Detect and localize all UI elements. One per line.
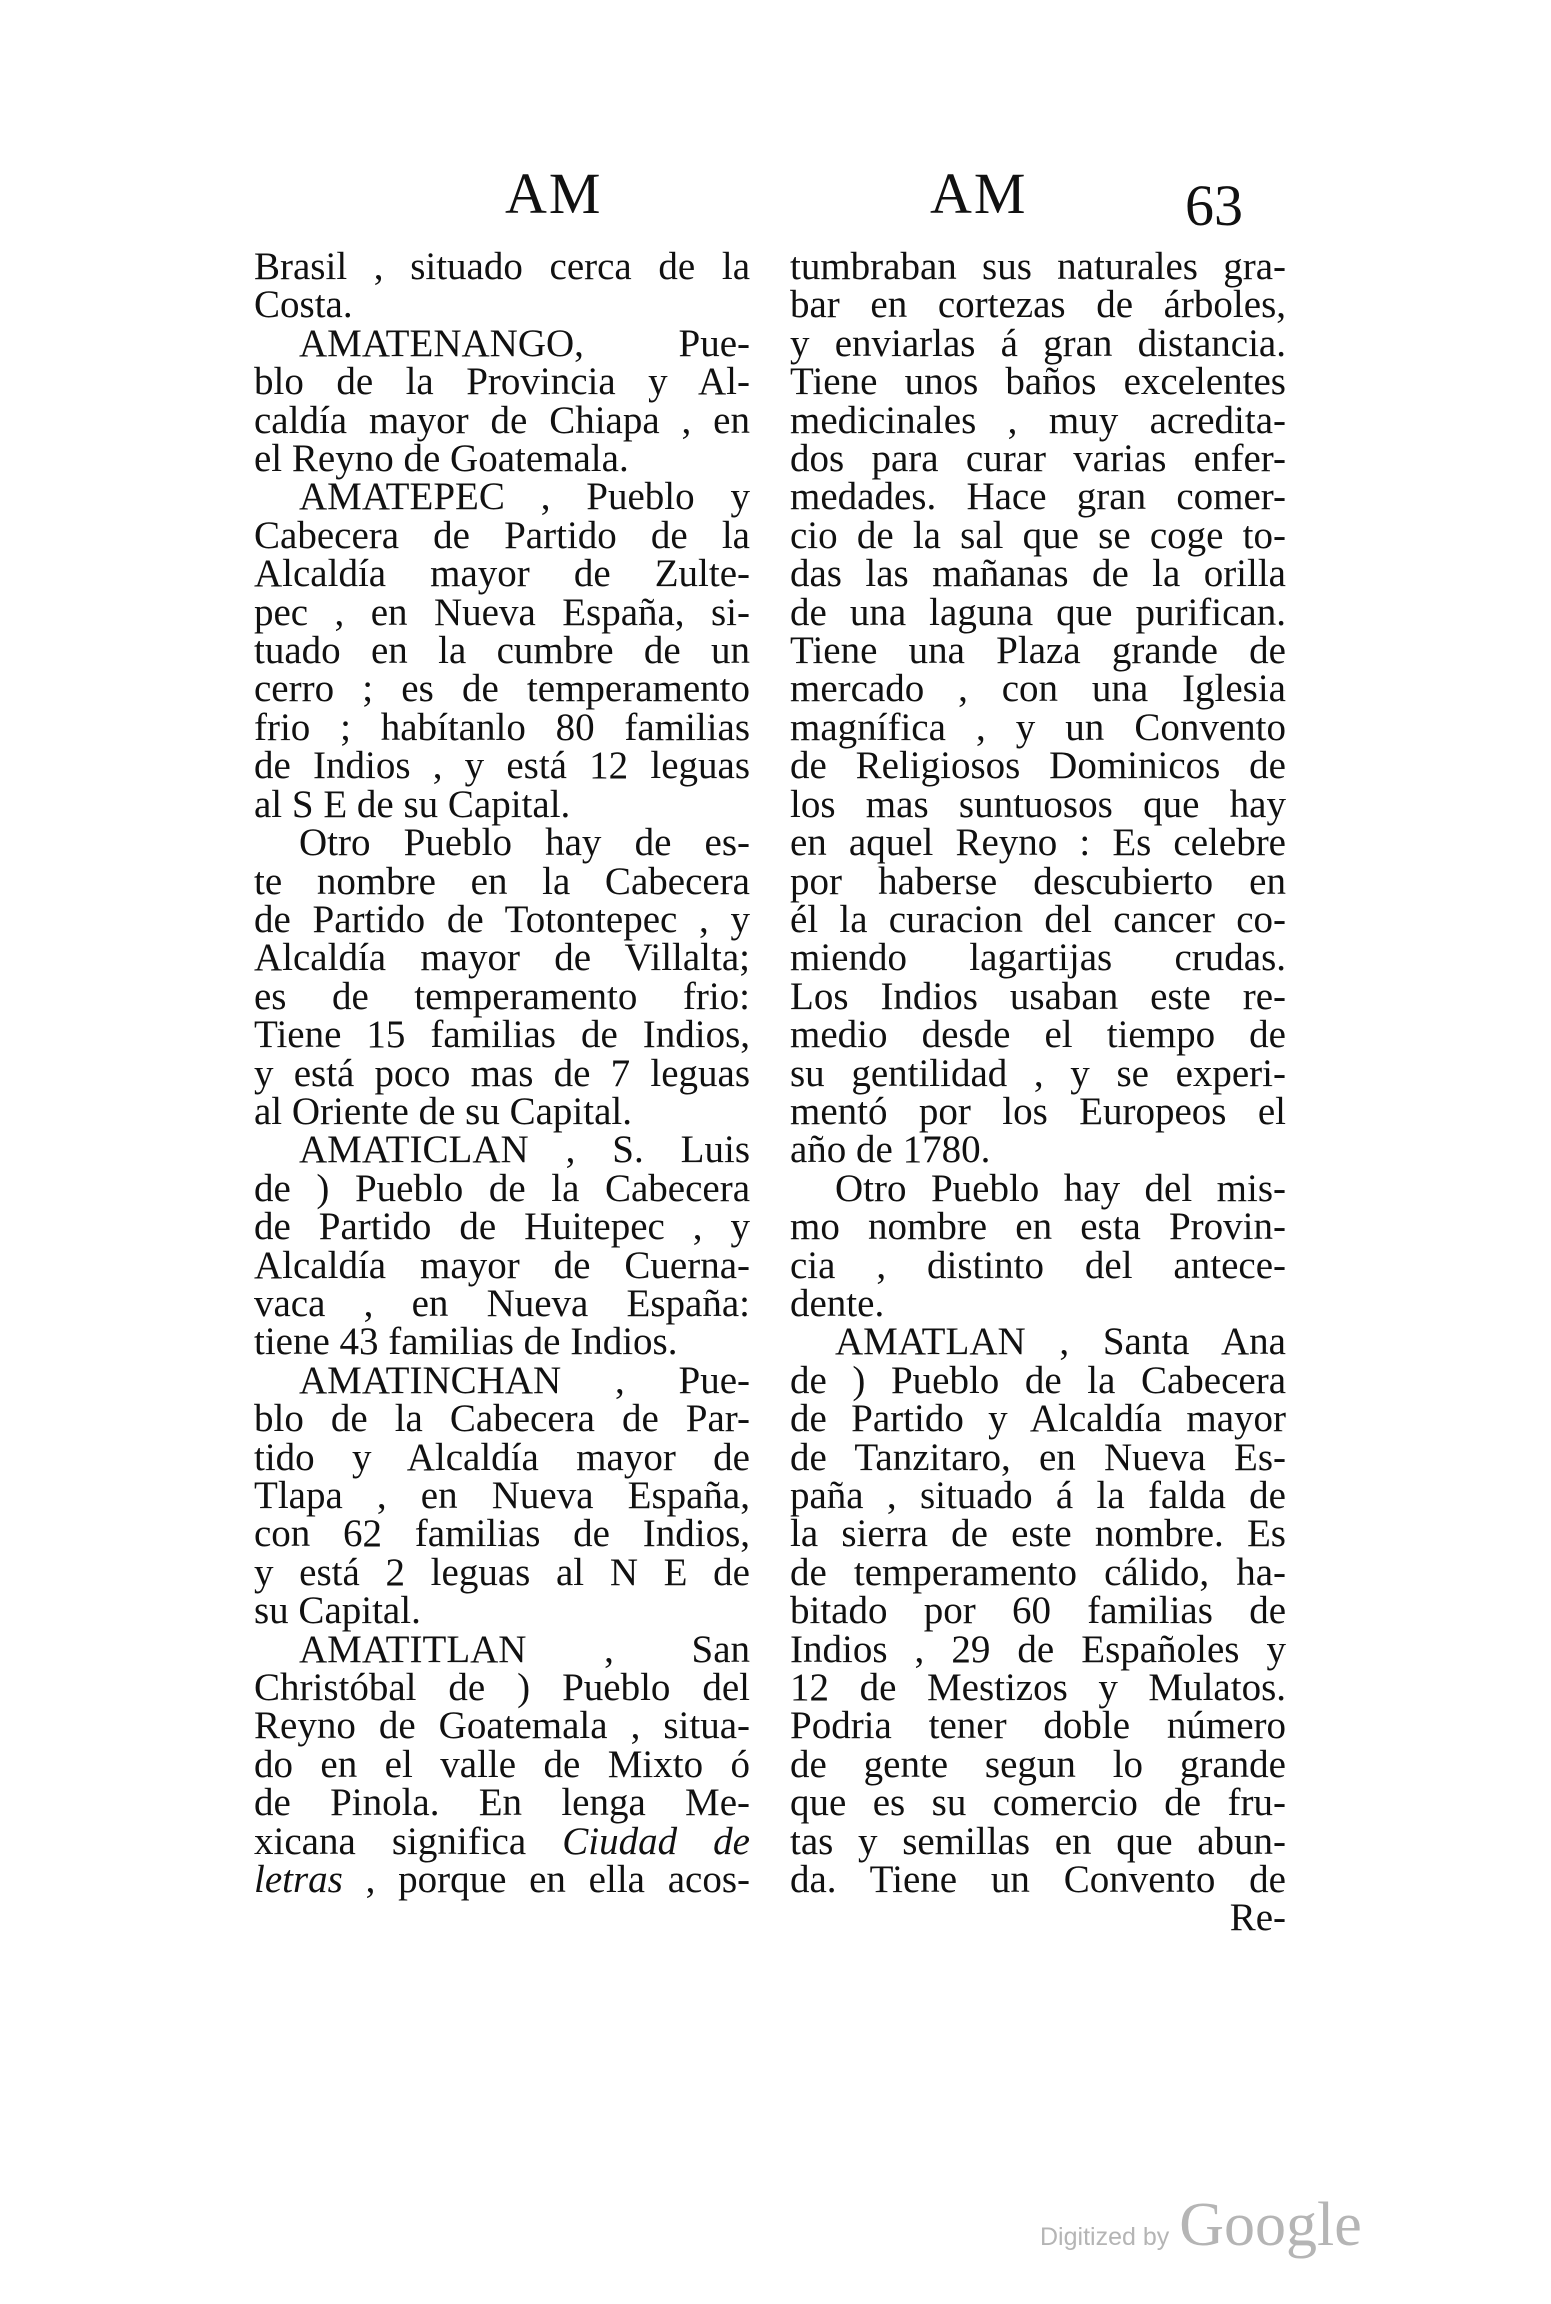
- line-text: da. Tiene un Convento de: [790, 1858, 1286, 1902]
- text-line: [254, 245, 750, 288]
- line-text: Reyno de Goatemala , situa-: [254, 1704, 750, 1748]
- line-text: AMATITLAN , San: [299, 1627, 750, 1671]
- line-text: frio ; habítanlo 80 familias: [254, 705, 750, 749]
- text-line: [790, 360, 1286, 404]
- text-line: [254, 1013, 750, 1057]
- text-line: [254, 744, 750, 788]
- text-line: [254, 321, 750, 365]
- line-text: tido y Alcaldía mayor de: [254, 1435, 750, 1479]
- line-text: de Partido de Huitepec , y: [254, 1205, 750, 1249]
- line-text: AMATEPEC , Pueblo y: [299, 475, 750, 519]
- text-line: [254, 360, 750, 404]
- text-line: [254, 1243, 750, 1287]
- line-text: xicana significa: [254, 1819, 527, 1863]
- text-line: [790, 1550, 1286, 1594]
- line-text: la sierra de este nombre. Es: [790, 1512, 1286, 1556]
- line-text: de una laguna que purifican.: [790, 590, 1286, 634]
- running-head-left: AM: [505, 161, 603, 226]
- text-line: [790, 1397, 1286, 1441]
- line-text: en aquel Reyno : Es celebre: [790, 821, 1286, 865]
- line-text: tumbraban sus naturales gra-: [790, 245, 1286, 288]
- line-text: que es su comercio de fru-: [790, 1781, 1286, 1825]
- line-text: y enviarlas á gran distancia.: [790, 321, 1286, 365]
- text-line: [254, 821, 750, 865]
- text-line: [254, 1128, 750, 1172]
- line-text: su gentilidad , y se experi-: [790, 1051, 1286, 1095]
- italic-phrase: Ciudad de: [562, 1819, 750, 1863]
- text-line: [790, 1512, 1286, 1556]
- text-line: [790, 936, 1286, 980]
- line-text: de Pinola. En lenga Me-: [254, 1781, 750, 1825]
- line-text: de Tanzitaro, en Nueva Es-: [790, 1435, 1286, 1479]
- text-line: [790, 1781, 1286, 1825]
- line-text: AMATLAN , Santa Ana: [835, 1320, 1286, 1364]
- text-line: [254, 475, 750, 519]
- line-text: AMATENANGO, Pue-: [299, 321, 750, 365]
- text-line: [254, 1550, 750, 1594]
- text-line: [790, 590, 1286, 634]
- line-text: y está 2 leguas al N E de: [254, 1550, 750, 1594]
- text-line: [790, 629, 1286, 673]
- line-text: Alcaldía mayor de Cuerna-: [254, 1243, 750, 1287]
- text-line: [790, 283, 1286, 327]
- text-line: [790, 1627, 1286, 1671]
- line-text: su Capital.: [254, 1589, 421, 1633]
- line-text: cio de la sal que se coge to-: [790, 513, 1286, 557]
- line-text: AMATICLAN , S. Luis: [299, 1128, 750, 1172]
- text-line: [254, 936, 750, 980]
- text-line: [254, 1281, 750, 1325]
- catchword: Re-: [1229, 1896, 1286, 1940]
- text-line: [254, 1397, 750, 1441]
- text-line: [254, 1205, 750, 1249]
- text-line: [790, 897, 1286, 941]
- text-line: [790, 1819, 1286, 1863]
- right-text-column: [790, 245, 1286, 1940]
- line-text: de temperamento cálido, ha-: [790, 1550, 1286, 1594]
- text-line: [254, 1474, 750, 1517]
- watermark-brand: Google: [1179, 2191, 1362, 2259]
- text-line: [254, 782, 750, 826]
- italic-phrase: letras: [254, 1858, 343, 1902]
- text-line: [790, 1704, 1286, 1748]
- line-text: mercado , con una Iglesia: [790, 667, 1286, 711]
- line-text: de gente segun lo grande: [790, 1742, 1286, 1786]
- line-text: Otro Pueblo hay de es-: [299, 821, 750, 865]
- line-text: cia , distinto del antece-: [790, 1243, 1286, 1287]
- left-text-column: [254, 245, 750, 1902]
- line-text: medades. Hace gran comer-: [790, 475, 1286, 519]
- line-text: Alcaldía mayor de Zulte-: [254, 552, 750, 596]
- line-text: mo nombre en esta Provin-: [790, 1205, 1286, 1249]
- watermark-prefix: Digitized by: [1040, 2223, 1170, 2251]
- page-number: 63: [1185, 173, 1243, 238]
- text-line: [790, 1742, 1286, 1786]
- line-text: medio desde el tiempo de: [790, 1013, 1286, 1057]
- line-text: Brasil , situado cerca de la: [254, 245, 750, 288]
- line-text: de Partido de Totontepec , y: [254, 897, 750, 941]
- line-text: Indios , 29 de Españoles y: [790, 1627, 1286, 1671]
- line-text: medicinales , muy acredita-: [790, 398, 1286, 442]
- text-line: [790, 321, 1286, 365]
- line-text: al Oriente de su Capital.: [254, 1089, 632, 1133]
- line-text: año de 1780.: [790, 1128, 991, 1172]
- line-text: y está poco mas de 7 leguas: [254, 1051, 750, 1095]
- text-line: [790, 398, 1286, 442]
- line-text: con 62 familias de Indios,: [254, 1512, 750, 1556]
- text-line: [254, 1358, 750, 1402]
- line-text: él la curacion del cancer co-: [790, 897, 1286, 941]
- text-line: [254, 1858, 750, 1902]
- line-text: por haberse descubierto en: [790, 859, 1286, 903]
- text-line: [254, 859, 750, 903]
- text-line: [790, 475, 1286, 519]
- text-line: [790, 1205, 1286, 1249]
- line-text: dente.: [790, 1281, 885, 1325]
- line-text: AMATINCHAN , Pue-: [299, 1358, 750, 1402]
- text-line: [254, 398, 750, 442]
- text-line: [254, 974, 750, 1018]
- line-text: Tiene unos baños excelentes: [790, 360, 1286, 404]
- text-line: [254, 1589, 750, 1633]
- line-text: Los Indios usaban este re-: [790, 974, 1286, 1018]
- text-line: [790, 821, 1286, 865]
- text-line: [790, 974, 1286, 1018]
- text-line: [254, 1435, 750, 1479]
- text-line: [254, 437, 750, 481]
- text-line: [254, 513, 750, 557]
- text-line: [254, 629, 750, 673]
- line-text: pec , en Nueva España, si-: [254, 590, 750, 634]
- text-line: [254, 1512, 750, 1556]
- line-text: el Reyno de Goatemala.: [254, 437, 629, 481]
- line-text: , porque en ella acos-: [342, 1858, 750, 1902]
- line-text: bitado por 60 familias de: [790, 1589, 1286, 1633]
- line-text: Costa.: [254, 283, 353, 327]
- line-text: blo de la Cabecera de Par-: [254, 1397, 750, 1441]
- text-line: [790, 1358, 1286, 1402]
- line-text: te nombre en la Cabecera: [254, 859, 750, 903]
- line-text: Tlapa , en Nueva España,: [254, 1474, 750, 1517]
- text-line: [790, 1589, 1286, 1633]
- text-line: [254, 1666, 750, 1710]
- text-line: [790, 1858, 1286, 1902]
- text-line: [254, 667, 750, 711]
- line-text: tas y semillas en que abun-: [790, 1819, 1286, 1863]
- line-text: Podria tener doble número: [790, 1704, 1286, 1748]
- text-line: [254, 1051, 750, 1095]
- text-line: [790, 744, 1286, 788]
- text-line: [790, 1128, 1286, 1172]
- text-line: [790, 1166, 1286, 1210]
- text-line: [790, 1320, 1286, 1364]
- text-line: [790, 667, 1286, 711]
- line-text: das las mañanas de la orilla: [790, 552, 1286, 596]
- text-line: [254, 1166, 750, 1210]
- line-text: paña , situado á la falda de: [790, 1474, 1286, 1517]
- text-line: [790, 437, 1286, 481]
- line-text: vaca , en Nueva España:: [254, 1281, 750, 1325]
- line-text: Tiene una Plaza grande de: [790, 629, 1286, 673]
- line-text: cerro ; es de temperamento: [254, 667, 750, 711]
- text-line: [254, 1742, 750, 1786]
- text-line: [790, 513, 1286, 557]
- text-line: [790, 1435, 1286, 1479]
- text-line: [790, 705, 1286, 749]
- line-text: magnífica , y un Convento: [790, 705, 1286, 749]
- line-text: blo de la Provincia y Al-: [254, 360, 750, 404]
- text-line: [790, 1281, 1286, 1325]
- text-line: [790, 1474, 1286, 1517]
- line-text: de Partido y Alcaldía mayor: [790, 1397, 1286, 1441]
- text-line: [790, 1666, 1286, 1710]
- text-line: [254, 897, 750, 941]
- text-line: [790, 1051, 1286, 1095]
- text-line: [254, 1320, 750, 1364]
- text-line: [254, 590, 750, 634]
- text-line: [790, 1013, 1286, 1057]
- line-text: de Indios , y está 12 leguas: [254, 744, 750, 788]
- line-text: Christóbal de ) Pueblo del: [254, 1666, 750, 1710]
- text-line: [254, 1627, 750, 1671]
- line-text: bar en cortezas de árboles,: [790, 283, 1286, 327]
- text-line: [790, 859, 1286, 903]
- line-text: los mas suntuosos que hay: [790, 782, 1286, 826]
- line-text: miendo lagartijas crudas.: [790, 936, 1286, 980]
- line-text: tiene 43 familias de Indios.: [254, 1320, 678, 1364]
- text-line: [790, 1089, 1286, 1133]
- line-text: es de temperamento frio:: [254, 974, 750, 1018]
- line-text: 12 de Mestizos y Mulatos.: [790, 1666, 1286, 1710]
- line-text: Cabecera de Partido de la: [254, 513, 750, 557]
- line-text: de Religiosos Dominicos de: [790, 744, 1286, 788]
- text-line: [254, 552, 750, 596]
- text-line: [790, 552, 1286, 596]
- text-line: [790, 782, 1286, 826]
- text-line: [790, 1243, 1286, 1287]
- text-line: [254, 283, 750, 327]
- line-text: de ) Pueblo de la Cabecera: [790, 1358, 1286, 1402]
- line-text: tuado en la cumbre de un: [254, 629, 750, 673]
- line-text: de ) Pueblo de la Cabecera: [254, 1166, 750, 1210]
- digitized-watermark: [1040, 2190, 1362, 2261]
- line-text: do en el valle de Mixto ó: [254, 1742, 750, 1786]
- text-line: [254, 1089, 750, 1133]
- line-text: Alcaldía mayor de Villalta;: [254, 936, 750, 980]
- line-text: caldía mayor de Chiapa , en: [254, 398, 750, 442]
- line-text: dos para curar varias enfer-: [790, 437, 1286, 481]
- line-text: Tiene 15 familias de Indios,: [254, 1013, 750, 1057]
- running-head-right: AM: [930, 161, 1028, 226]
- text-line: [254, 1819, 750, 1863]
- line-text: mentó por los Europeos el: [790, 1089, 1286, 1133]
- text-line: [254, 705, 750, 749]
- line-text: al S E de su Capital.: [254, 782, 571, 826]
- line-text: Otro Pueblo hay del mis-: [835, 1166, 1286, 1210]
- text-line: [254, 1781, 750, 1825]
- text-line: [254, 1704, 750, 1748]
- text-line: [790, 245, 1286, 288]
